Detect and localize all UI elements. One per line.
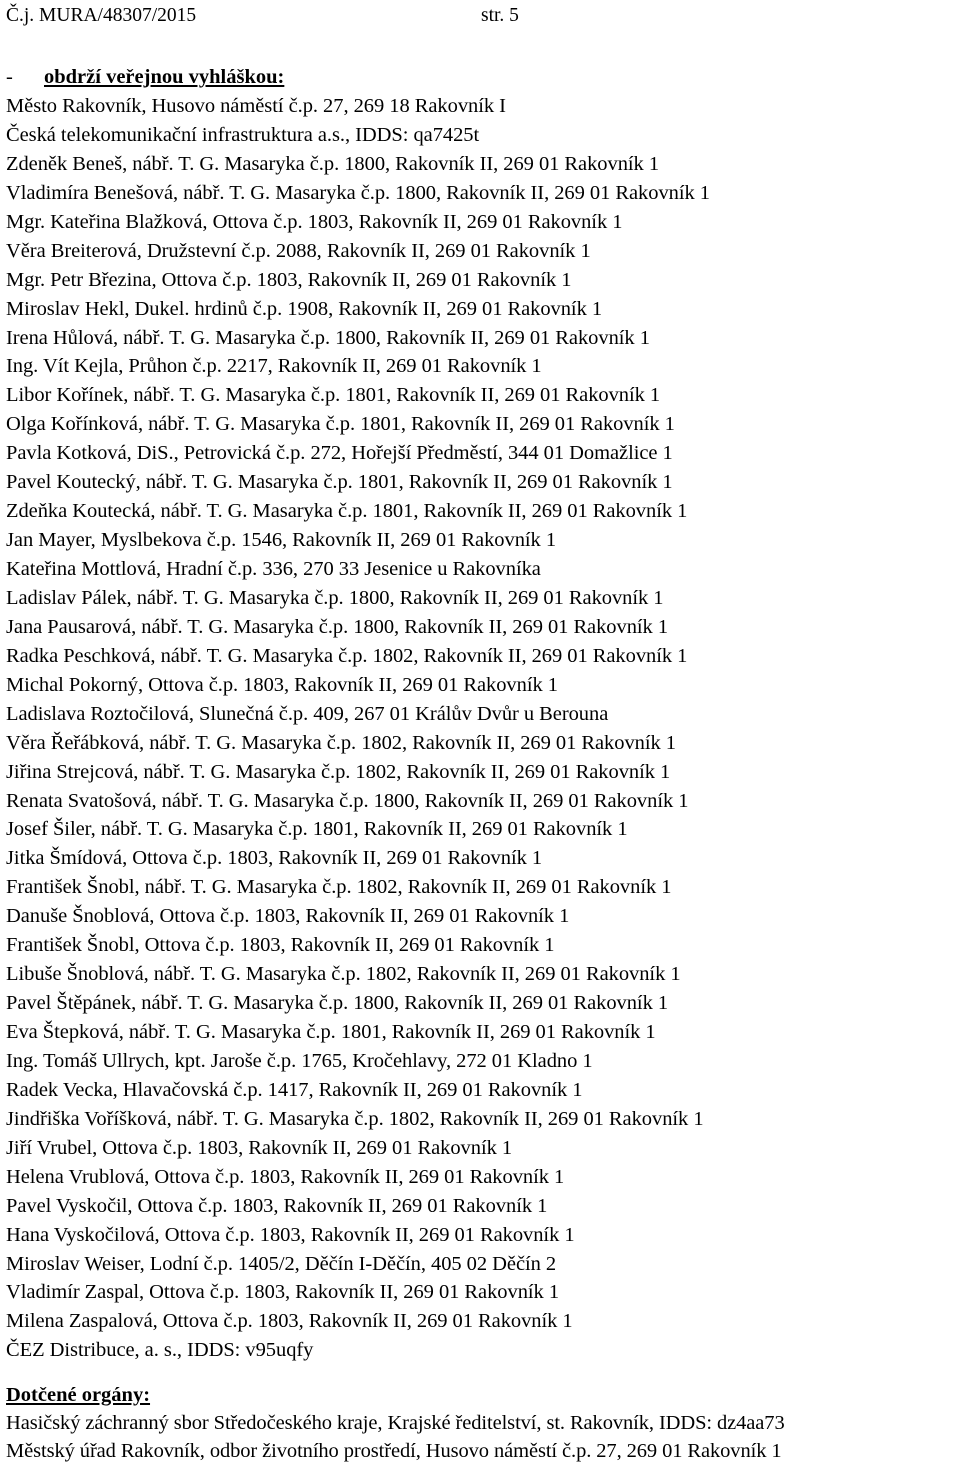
recipient-item: Vladimír Zaspal, Ottova č.p. 1803, Rakovník II, 269 01 Rakovník 1 (6, 1281, 560, 1304)
recipient-item: Danuše Šnoblová, Ottova č.p. 1803, Rakovník II, 269 01 Rakovník 1 (6, 905, 570, 928)
recipient-item: Libuše Šnoblová, nábř. T. G. Masaryka č.p. 1802, Rakovník II, 269 01 Rakovník 1 (6, 963, 681, 986)
recipient-item: Libor Kořínek, nábř. T. G. Masaryka č.p. 1801, Rakovník II, 269 01 Rakovník 1 (6, 384, 661, 407)
recipient-item: Irena Hůlová, nábř. T. G. Masaryka č.p. 1800, Rakovník II, 269 01 Rakovník 1 (6, 326, 650, 349)
recipient-item: Jan Mayer, Myslbekova č.p. 1546, Rakovník II, 269 01 Rakovník 1 (6, 529, 557, 552)
recipient-item: Vladimíra Benešová, nábř. T. G. Masaryka č.p. 1800, Rakovník II, 269 01 Rakovník 1 (6, 181, 710, 204)
recipient-item: Miroslav Hekl, Dukel. hrdinů č.p. 1908, Rakovník II, 269 01 Rakovník 1 (6, 297, 603, 320)
recipients-section-heading (6, 63, 284, 91)
recipient-item: Eva Štepková, nábř. T. G. Masaryka č.p. 1801, Rakovník II, 269 01 Rakovník 1 (6, 1021, 656, 1043)
recipient-item: Ladislav Pálek, nábř. T. G. Masaryka č.p. 1800, Rakovník II, 269 01 Rakovník 1 (6, 586, 664, 609)
recipient-item: Radek Vecka, Hlavačovská č.p. 1417, Rakovník II, 269 01 Rakovník 1 (6, 1078, 583, 1101)
recipient-item: Hana Vyskočilová, Ottova č.p. 1803, Rakovník II, 269 01 Rakovník 1 (6, 1223, 575, 1246)
recipient-item: Ing. Tomáš Ullrych, kpt. Jaroše č.p. 1765, Kročehlavy, 272 01 Kladno 1 (6, 1049, 593, 1072)
recipient-item: Pavel Vyskočil, Ottova č.p. 1803, Rakovník II, 269 01 Rakovník 1 (6, 1194, 548, 1217)
recipient-item: František Šnobl, nábř. T. G. Masaryka č.p. 1802, Rakovník II, 269 01 Rakovník 1 (6, 876, 672, 899)
recipient-item: Ing. Vít Kejla, Průhon č.p. 2217, Rakovník II, 269 01 Rakovník 1 (6, 355, 542, 378)
recipient-item: ČEZ Distribuce, a. s., IDDS: v95uqfy (6, 1339, 314, 1362)
page-number: str. 5 (481, 5, 519, 26)
reference-number: Č.j. MURA/48307/2015 (6, 5, 197, 26)
recipients-heading-text: obdrží veřejnou vyhláškou: (44, 66, 285, 88)
organ-item: Městský úřad Rakovník, odbor životního prostředí, Husovo náměstí č.p. 27, 269 01 Rakovník 1 (6, 1440, 782, 1463)
list-dash: - (6, 66, 13, 88)
recipient-item: Josef Šiler, nábř. T. G. Masaryka č.p. 1801, Rakovník II, 269 01 Rakovník 1 (6, 818, 628, 841)
recipient-item: Radka Peschková, nábř. T. G. Masaryka č.p. 1802, Rakovník II, 269 01 Rakovník 1 (6, 644, 688, 667)
recipient-item: Jana Pausarová, nábř. T. G. Masaryka č.p. 1800, Rakovník II, 269 01 Rakovník 1 (6, 615, 669, 638)
recipient-item: Zdeňka Koutecká, nábř. T. G. Masaryka č.p. 1801, Rakovník II, 269 01 Rakovník 1 (6, 500, 688, 523)
recipient-item: Jiří Vrubel, Ottova č.p. 1803, Rakovník II, 269 01 Rakovník 1 (6, 1136, 513, 1159)
recipient-item: František Šnobl, Ottova č.p. 1803, Rakovník II, 269 01 Rakovník 1 (6, 934, 555, 957)
recipient-item: Renata Svatošová, nábř. T. G. Masaryka č.p. 1800, Rakovník II, 269 01 Rakovník 1 (6, 789, 689, 812)
recipient-item: Pavla Kotková, DiS., Petrovická č.p. 272, Hořejší Předměstí, 344 01 Domažlice 1 (6, 442, 673, 465)
document-page (6, 0, 958, 1464)
organs-heading: Dotčené orgány: (6, 1384, 151, 1406)
page-header (6, 2, 519, 30)
recipient-item: Miroslav Weiser, Lodní č.p. 1405/2, Děčín I-Děčín, 405 02 Děčín 2 (6, 1252, 557, 1275)
organ-item: Hasičský záchranný sbor Středočeského kraje, Krajské ředitelství, st. Rakovník, IDDS: dz4aa73 (6, 1412, 785, 1434)
recipient-item: Mgr. Petr Březina, Ottova č.p. 1803, Rakovník II, 269 01 Rakovník 1 (6, 268, 572, 291)
recipient-item: Věra Breiterová, Družstevní č.p. 2088, Rakovník II, 269 01 Rakovník 1 (6, 239, 591, 262)
recipient-item: Milena Zaspalová, Ottova č.p. 1803, Rakovník II, 269 01 Rakovník 1 (6, 1310, 573, 1333)
recipient-list (6, 92, 710, 1365)
recipient-item: Pavel Koutecký, nábř. T. G. Masaryka č.p. 1801, Rakovník II, 269 01 Rakovník 1 (6, 471, 673, 494)
recipient-item: Pavel Štěpánek, nábř. T. G. Masaryka č.p. 1800, Rakovník II, 269 01 Rakovník 1 (6, 992, 669, 1015)
recipient-item: Helena Vrublová, Ottova č.p. 1803, Rakovník II, 269 01 Rakovník 1 (6, 1165, 565, 1188)
recipient-item: Mgr. Kateřina Blažková, Ottova č.p. 1803, Rakovník II, 269 01 Rakovník 1 (6, 210, 623, 233)
recipient-item: Jitka Šmídová, Ottova č.p. 1803, Rakovník II, 269 01 Rakovník 1 (6, 847, 543, 870)
recipient-item: Jiřina Strejcová, nábř. T. G. Masaryka č.p. 1802, Rakovník II, 269 01 Rakovník 1 (6, 760, 671, 783)
recipient-item: Kateřina Mottlová, Hradní č.p. 336, 270 33 Jesenice u Rakovníka (6, 558, 541, 580)
recipient-item: Město Rakovník, Husovo náměstí č.p. 27, 269 18 Rakovník I (6, 95, 506, 117)
recipient-item: Česká telekomunikační infrastruktura a.s., IDDS: qa7425t (6, 123, 480, 146)
recipient-item: Ladislava Roztočilová, Slunečná č.p. 409, 267 01 Králův Dvůr u Berouna (6, 702, 609, 725)
recipient-item: Olga Kořínková, nábř. T. G. Masaryka č.p. 1801, Rakovník II, 269 01 Rakovník 1 (6, 413, 675, 436)
recipient-item: Michal Pokorný, Ottova č.p. 1803, Rakovník II, 269 01 Rakovník 1 (6, 673, 558, 696)
recipient-item: Zdeněk Beneš, nábř. T. G. Masaryka č.p. 1800, Rakovník II, 269 01 Rakovník 1 (6, 152, 660, 175)
organs-list (6, 1409, 785, 1465)
recipient-item: Jindřiška Voříšková, nábř. T. G. Masaryka č.p. 1802, Rakovník II, 269 01 Rakovník 1 (6, 1107, 704, 1130)
recipient-item: Věra Řeřábková, nábř. T. G. Masaryka č.p. 1802, Rakovník II, 269 01 Rakovník 1 (6, 731, 676, 754)
